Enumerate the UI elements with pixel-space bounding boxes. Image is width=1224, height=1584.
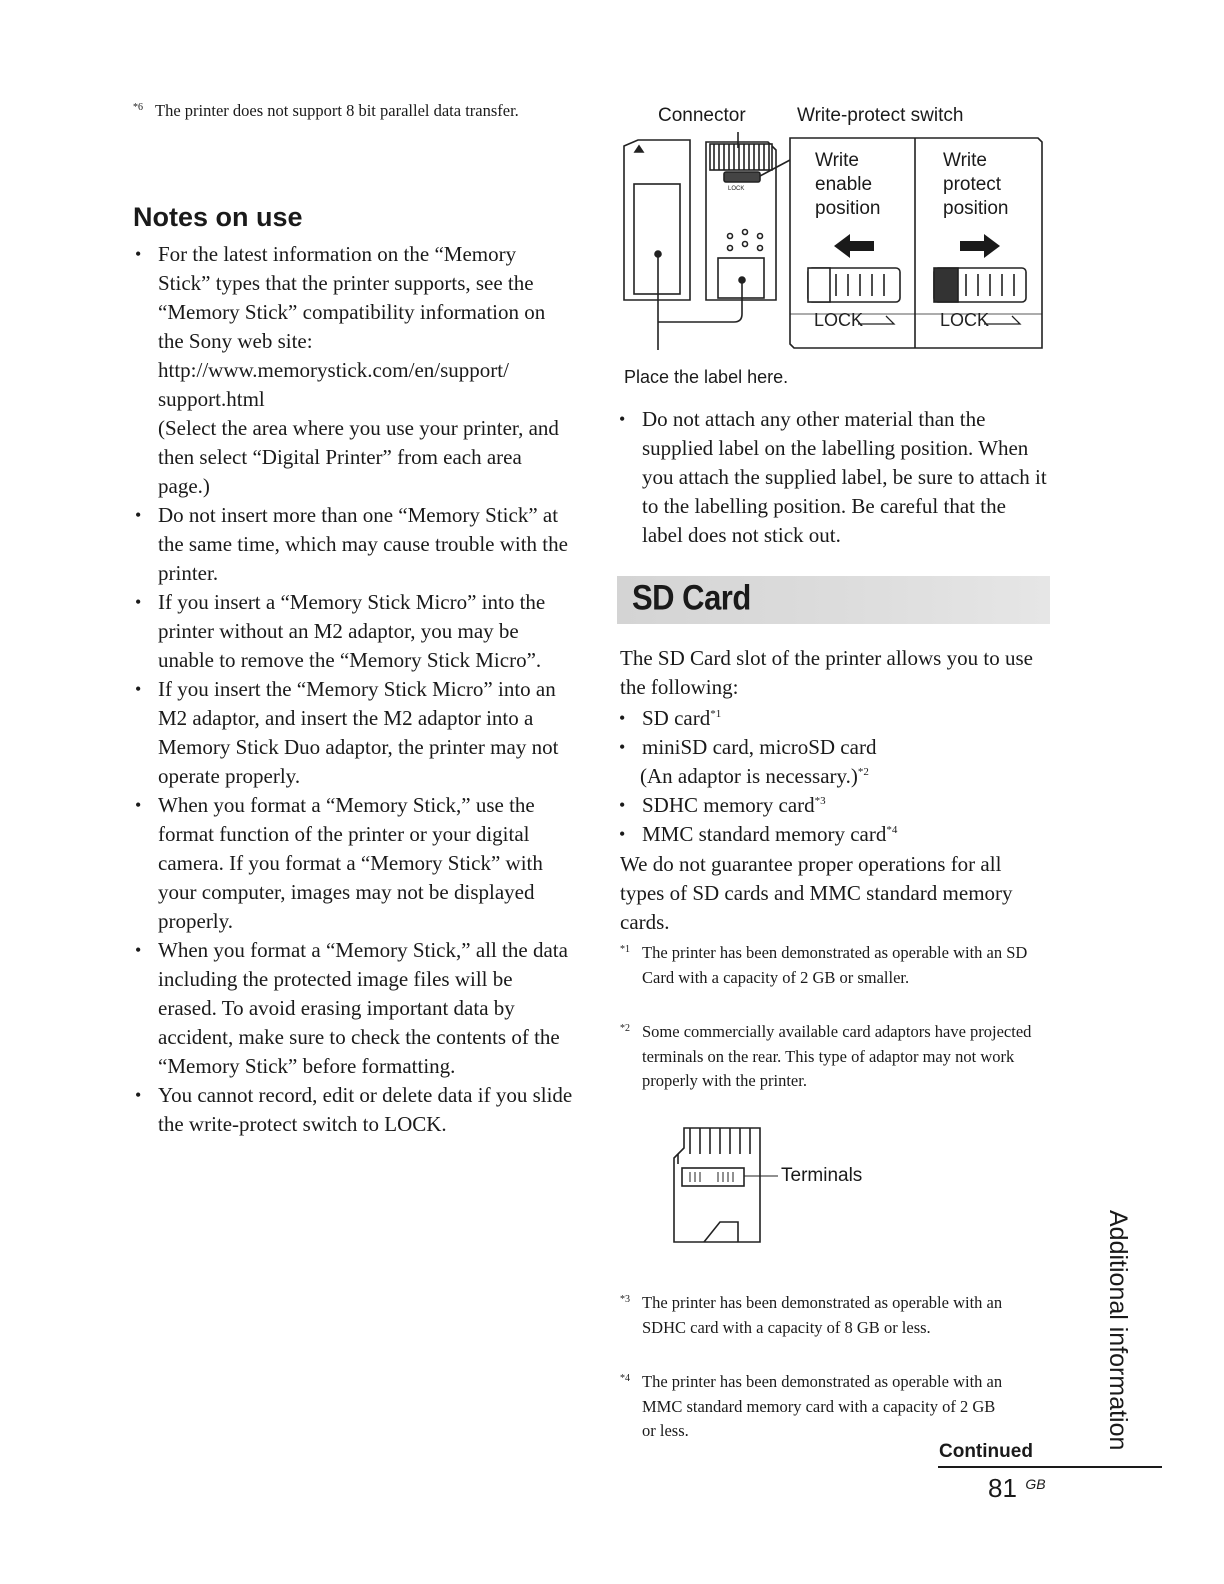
sd-card-list xyxy=(617,704,1047,849)
bullet-dot: • xyxy=(619,737,626,757)
list-item-text: If you insert a “Memory Stick Micro” into the printer without an M2 adaptor, you may be unable to remove the “Memory Stick Micro”. xyxy=(158,590,546,672)
arrow-right-icon xyxy=(960,234,1000,258)
list-item xyxy=(133,791,573,936)
sd-card-heading: SD Card xyxy=(632,577,751,618)
write-protect-label: Write protect position xyxy=(943,150,1009,219)
bullet-dot: • xyxy=(135,244,142,264)
guarantee-note: We do not guarantee proper operations for all types of SD cards and MMC standard memory cards. xyxy=(620,852,1013,934)
bullet-dot: • xyxy=(135,505,142,525)
label-note-list xyxy=(617,405,1047,550)
sd-card-contacts xyxy=(690,1128,750,1154)
bullet-dot: • xyxy=(619,708,626,728)
notes-list xyxy=(133,240,573,1139)
terminals-window xyxy=(682,1168,744,1186)
footnote-text: The printer does not support 8 bit parallel data transfer. xyxy=(155,101,519,120)
list-item: • SDHC memory card$^{*3}$ xyxy=(617,791,1047,820)
side-tab-additional-information: Additional information xyxy=(1104,1210,1132,1451)
list-item-text: If you insert the “Memory Stick Micro” into an M2 adaptor, and insert the M2 adaptor into a Memory Stick Duo adaptor, the printer may not operate properly. xyxy=(158,677,559,788)
label-area xyxy=(634,184,680,294)
footer-rule xyxy=(938,1466,1162,1468)
footnote-4: *4 The printer has been demonstrated as operable with an MMC standard memory card with a capacity of 2 GB or less. xyxy=(620,1372,1003,1440)
list-item-text: You cannot record, edit or delete data if you slide the write-protect switch to LOCK. xyxy=(158,1083,573,1136)
insert-arrow-icon xyxy=(635,146,643,152)
continued-label: Continued xyxy=(939,1441,1033,1462)
list-item xyxy=(133,1081,573,1139)
bullet-dot: • xyxy=(135,592,142,612)
write-protect-switch-label: Write-protect switch xyxy=(797,105,964,126)
section-heading-notes-on-use: Notes on use xyxy=(133,202,303,232)
sony-url: http://www.memorystick.com/en/support/ support.html xyxy=(158,358,509,411)
footnote-3: *3 The printer has been demonstrated as operable with an SDHC card with a capacity of 8 GB or less. xyxy=(620,1293,1003,1337)
bullet-dot: • xyxy=(135,940,142,960)
footnote-1: *1 The printer has been demonstrated as operable with an SD Card with a capacity of 2 GB or smaller. xyxy=(620,943,1028,987)
arrow-left-icon xyxy=(834,234,874,258)
list-item: • miniSD card, microSD card (An adaptor is necessary.)$^{*2}$ xyxy=(619,735,877,788)
list-item-text: When you format a “Memory Stick,” all the data including the protected image files will be erased. To avoid erasing important data by accident, make sure to check the contents of the “Memory Stick” before formatting. xyxy=(158,938,568,1078)
small-lock-text: LOCK xyxy=(728,186,745,192)
terminals-label: Terminals xyxy=(781,1165,863,1186)
list-item-note: (Select the area where you use your printer, and then select “Digital Printer” from each area page.) xyxy=(158,416,559,498)
list-item-text: Do not insert more than one “Memory Stick” at the same time, which may cause trouble with the printer. xyxy=(158,503,568,585)
list-item xyxy=(133,936,573,1081)
lock-text-protect: LOCK xyxy=(940,310,990,330)
bullet-dot: • xyxy=(135,1085,142,1105)
page-number: 81 GB xyxy=(988,1473,1046,1503)
list-item-text: For the latest information on the “Memory Stick” types that the printer supports, see the “Memory Stick” compatibility information on the Sony web site: xyxy=(158,242,546,353)
list-item-text: Do not attach any other material than the supplied label on the labelling position. When you attach the supplied label, be sure to attach it to the labelling position. Be careful that the label does not stick out. xyxy=(642,407,1047,547)
list-item xyxy=(133,588,573,675)
list-item xyxy=(133,675,573,791)
footnote-mark: *6 xyxy=(133,102,143,113)
sd-card-diagram xyxy=(668,1124,778,1248)
lock-text-enable: LOCK xyxy=(814,310,864,330)
connector-label: Connector xyxy=(658,105,746,126)
list-item xyxy=(617,405,1047,550)
list-item: • MMC standard memory card$^{*4}$ xyxy=(617,820,1047,849)
bullet-dot: • xyxy=(135,795,142,815)
list-item-text: When you format a “Memory Stick,” use the format function of the printer or your digital camera. If you format a “Memory Stick” with your computer, images may not be displayed properly. xyxy=(158,793,543,933)
bullet-dot: • xyxy=(619,824,626,844)
place-label-caption: Place the label here. xyxy=(624,367,789,387)
write-protect-tab xyxy=(724,172,760,182)
list-item xyxy=(133,501,573,588)
bullet-dot: • xyxy=(135,679,142,699)
list-item: • SD card$^{*1}$ xyxy=(617,704,1047,733)
write-enable-label: Write enable position xyxy=(815,150,881,219)
footnote-2: *2 Some commercially available card adaptors have projected terminals on the rear. This type of adaptor may not work properly with the printer. xyxy=(620,1022,1032,1090)
bullet-dot: • xyxy=(619,795,626,815)
sd-intro: The SD Card slot of the printer allows you to use the following: xyxy=(620,646,1033,699)
list-item xyxy=(133,240,573,501)
footnote-6 xyxy=(133,99,553,124)
bullet-dot: • xyxy=(619,409,626,429)
